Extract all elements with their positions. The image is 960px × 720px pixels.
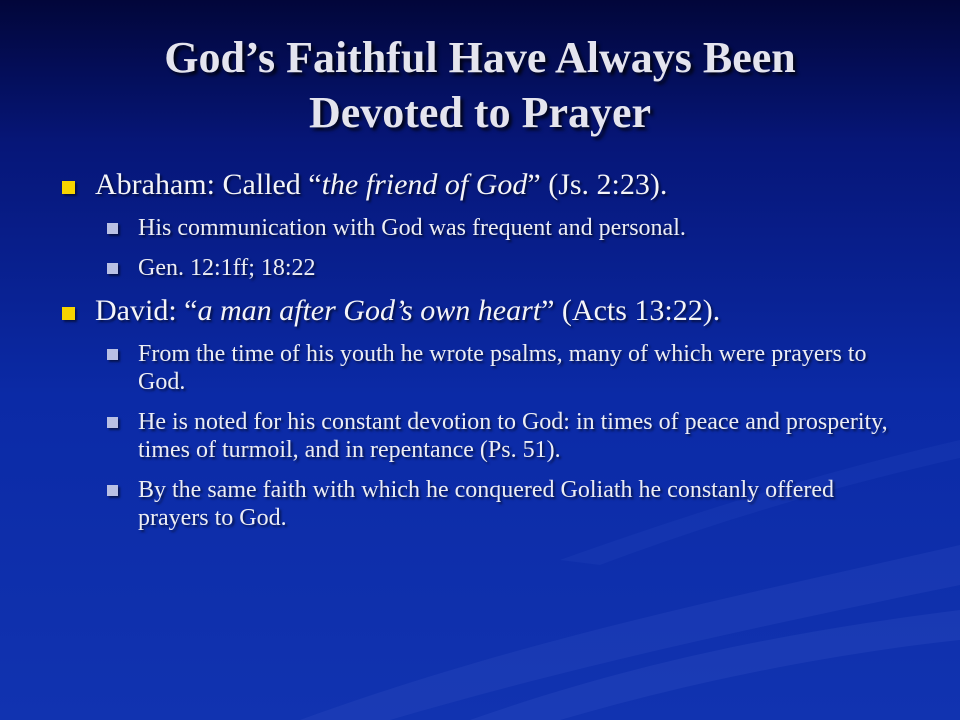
bullet-marker-yellow: [62, 307, 75, 320]
bullet-marker-lavender: [107, 349, 118, 360]
slide-title-line-1: God’s Faithful Have Always Been: [164, 33, 796, 82]
sub-bullet-text: He is noted for his constant devotion to God: in times of peace and prosperity, times of turmoil, and in repentance (Ps. 51).: [138, 409, 888, 463]
sub-bullet-text: His communication with God was frequent and personal.: [138, 215, 686, 241]
bullet-list: [60, 168, 910, 544]
sub-bullet-david-devotion: [106, 408, 910, 464]
bullet-marker-lavender: [107, 263, 118, 274]
sub-bullet-text: Gen. 12:1ff; 18:22: [138, 255, 316, 281]
david-prefix: David: “: [95, 294, 198, 327]
slide-title-line-2: Devoted to Prayer: [308, 88, 652, 137]
abraham-suffix: ” (Js. 2:23).: [527, 168, 668, 201]
bullet-marker-lavender: [107, 223, 118, 234]
sub-bullet-text: By the same faith with which he conquered Goliath he constanly offered prayers to God.: [138, 477, 835, 531]
david-suffix: ” (Acts 13:22).: [541, 294, 721, 327]
abraham-prefix: Abraham: Called “: [95, 168, 322, 201]
bullet-marker-yellow: [62, 181, 75, 194]
abraham-quote: the friend of God: [321, 168, 528, 201]
bullet-abraham: [60, 168, 910, 202]
sub-bullet-text: From the time of his youth he wrote psalms, many of which were prayers to God.: [138, 341, 867, 395]
bullet-marker-lavender: [107, 417, 118, 428]
bullet-marker-lavender: [107, 485, 118, 496]
david-quote: a man after God’s own heart: [197, 294, 542, 327]
sub-bullet-david-goliath: [106, 476, 910, 532]
sub-bullet-abraham-communication: [106, 214, 910, 242]
sub-bullet-david-psalms: [106, 340, 910, 396]
slide-title: [0, 30, 960, 140]
sub-bullet-abraham-genesis: [106, 254, 910, 282]
bullet-david: [60, 294, 910, 328]
